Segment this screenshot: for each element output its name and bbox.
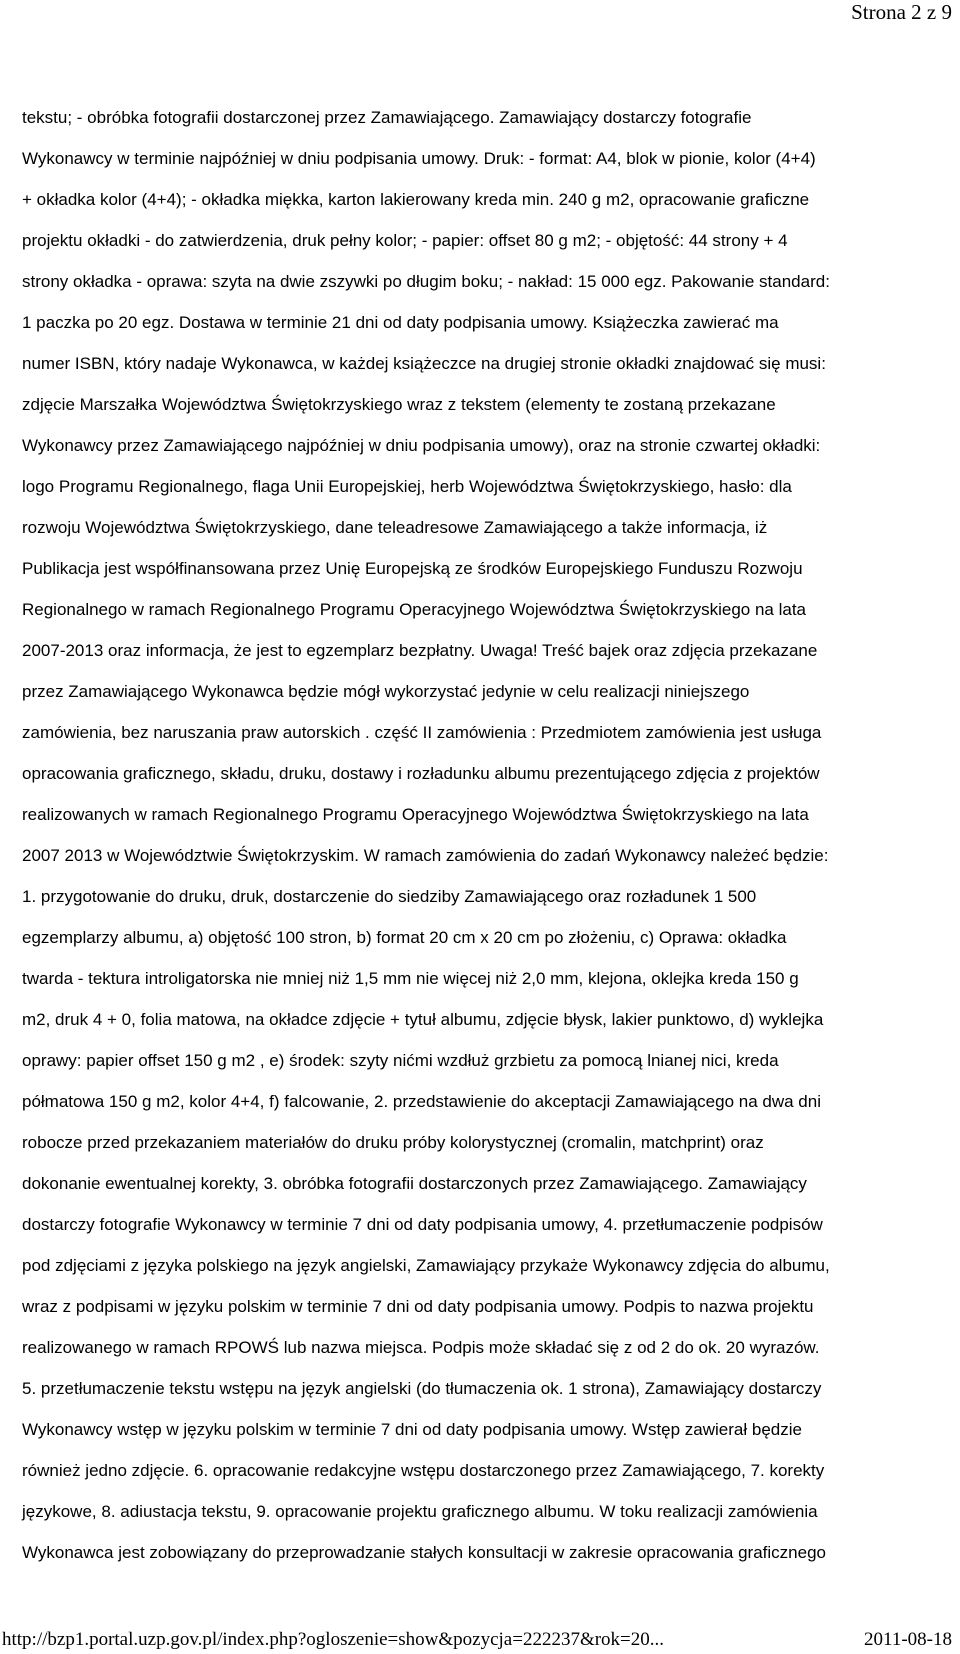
text-line: robocze przed przekazaniem materiałów do druku próby kolorystycznej (cromalin, matchprint) oraz [22,1133,764,1152]
text-line: przez Zamawiającego Wykonawca będzie mógł wykorzystać jedynie w celu realizacji niniejszego [22,682,750,701]
text-line: projektu okładki - do zatwierdzenia, druk pełny kolor; - papier: offset 80 g m2; - objętość: 44 strony + 4 [22,231,788,250]
text-line: opracowania graficznego, składu, druku, dostawy i rozładunku albumu prezentującego zdjęcia z projektów [22,764,820,783]
text-line: językowe, 8. adiustacja tekstu, 9. opracowanie projektu graficznego albumu. W toku realizacji zamówienia [22,1502,818,1521]
text-line: realizowanych w ramach Regionalnego Programu Operacyjnego Województwa Świętokrzyskiego na lata [22,805,809,824]
text-line: zamówienia, bez naruszania praw autorskich . część II zamówienia : Przedmiotem zamówienia jest usługa [22,723,822,742]
text-line: 2007 2013 w Województwie Świętokrzyskim. W ramach zamówienia do zadań Wykonawcy należeć będzie: [22,846,829,865]
text-line: pod zdjęciami z języka polskiego na język angielski, Zamawiający przykaże Wykonawcy zdjęcia do albumu, [22,1256,830,1275]
text-line: 1 paczka po 20 egz. Dostawa w terminie 21 dni od daty podpisania umowy. Książeczka zawierać ma [22,313,779,332]
text-line: dokonanie ewentualnej korekty, 3. obróbka fotografii dostarczonych przez Zamawiającego. Zamawiający [22,1174,807,1193]
document-body [22,97,952,1573]
text-line: 2007-2013 oraz informacja, że jest to egzemplarz bezpłatny. Uwaga! Treść bajek oraz zdjęcia przekazane [22,641,818,660]
text-line: 1. przygotowanie do druku, druk, dostarczenie do siedziby Zamawiającego oraz rozładunek 1 500 [22,887,757,906]
text-line: Wykonawcy wstęp w języku polskim w terminie 7 dni od daty podpisania umowy. Wstęp zawierał będzie [22,1420,802,1439]
text-line: oprawy: papier offset 150 g m2 , e) środek: szyty nićmi wzdłuż grzbietu za pomocą lnianej nici, kreda [22,1051,779,1070]
text-line: Regionalnego w ramach Regionalnego Programu Operacyjnego Województwa Świętokrzyskiego na lata [22,600,807,619]
text-line: rozwoju Województwa Świętokrzyskiego, dane teleadresowe Zamawiającego a także informacja, iż [22,518,768,537]
text-line: strony okładka - oprawa: szyta na dwie zszywki po długim boku; - nakład: 15 000 egz. Pakowanie standard: [22,272,830,291]
page-number-header: Strona 2 z 9 [851,0,952,24]
text-line: logo Programu Regionalnego, flaga Unii Europejskiej, herb Województwa Świętokrzyskiego, hasło: dla [22,477,792,496]
text-line: Wykonawca jest zobowiązany do przeprowadzanie stałych konsultacji w zakresie opracowania graficznego [22,1543,826,1562]
text-line: realizowanego w ramach RPOWŚ lub nazwa miejsca. Podpis może składać się z od 2 do ok. 20 wyrazów. [22,1338,820,1357]
footer-date: 2011-08-18 [864,1629,952,1650]
text-line: egzemplarzy albumu, a) objętość 100 stron, b) format 20 cm x 20 cm po złożeniu, c) Oprawa: okładka [22,928,787,947]
text-line: tekstu; - obróbka fotografii dostarczonej przez Zamawiającego. Zamawiający dostarczy fotografie [22,108,752,127]
text-line: twarda - tektura introligatorska nie mniej niż 1,5 mm nie więcej niż 2,0 mm, klejona, oklejka kreda 150 g [22,969,799,988]
text-line: numer ISBN, który nadaje Wykonawca, w każdej książeczce na drugiej stronie okładki znajdować się musi: [22,354,826,373]
text-line: Wykonawcy przez Zamawiającego najpóźniej w dniu podpisania umowy), oraz na stronie czwartej okładki: [22,436,821,455]
text-line: Publikacja jest współfinansowana przez Unię Europejską ze środków Europejskiego Funduszu Rozwoju [22,559,803,578]
text-line: m2, druk 4 + 0, folia matowa, na okładce zdjęcie + tytuł albumu, zdjęcie błysk, lakier punktowo, d) wyklejka [22,1010,824,1029]
text-line: + okładka kolor (4+4); - okładka miękka, karton lakierowany kreda min. 240 g m2, opracowanie graficzne [22,190,810,209]
text-line: wraz z podpisami w języku polskim w terminie 7 dni od daty podpisania umowy. Podpis to nazwa projektu [22,1297,814,1316]
text-line: również jedno zdjęcie. 6. opracowanie redakcyjne wstępu dostarczonego przez Zamawiającego, 7. korekty [22,1461,825,1480]
text-line: zdjęcie Marszałka Województwa Świętokrzyskiego wraz z tekstem (elementy te zostaną przekazane [22,395,776,414]
text-line: dostarczy fotografie Wykonawcy w terminie 7 dni od daty podpisania umowy, 4. przetłumaczenie podpisów [22,1215,823,1234]
text-line: 5. przetłumaczenie tekstu wstępu na język angielski (do tłumaczenia ok. 1 strona), Zamawiający dostarczy [22,1379,822,1398]
text-line: Wykonawcy w terminie najpóźniej w dniu podpisania umowy. Druk: - format: A4, blok w pionie, kolor (4+4) [22,149,816,168]
text-line: półmatowa 150 g m2, kolor 4+4, f) falcowanie, 2. przedstawienie do akceptacji Zamawiającego na dwa dni [22,1092,821,1111]
footer-url: http://bzp1.portal.uzp.gov.pl/index.php?ogloszenie=show&pozycja=222237&rok=20... [2,1629,665,1650]
